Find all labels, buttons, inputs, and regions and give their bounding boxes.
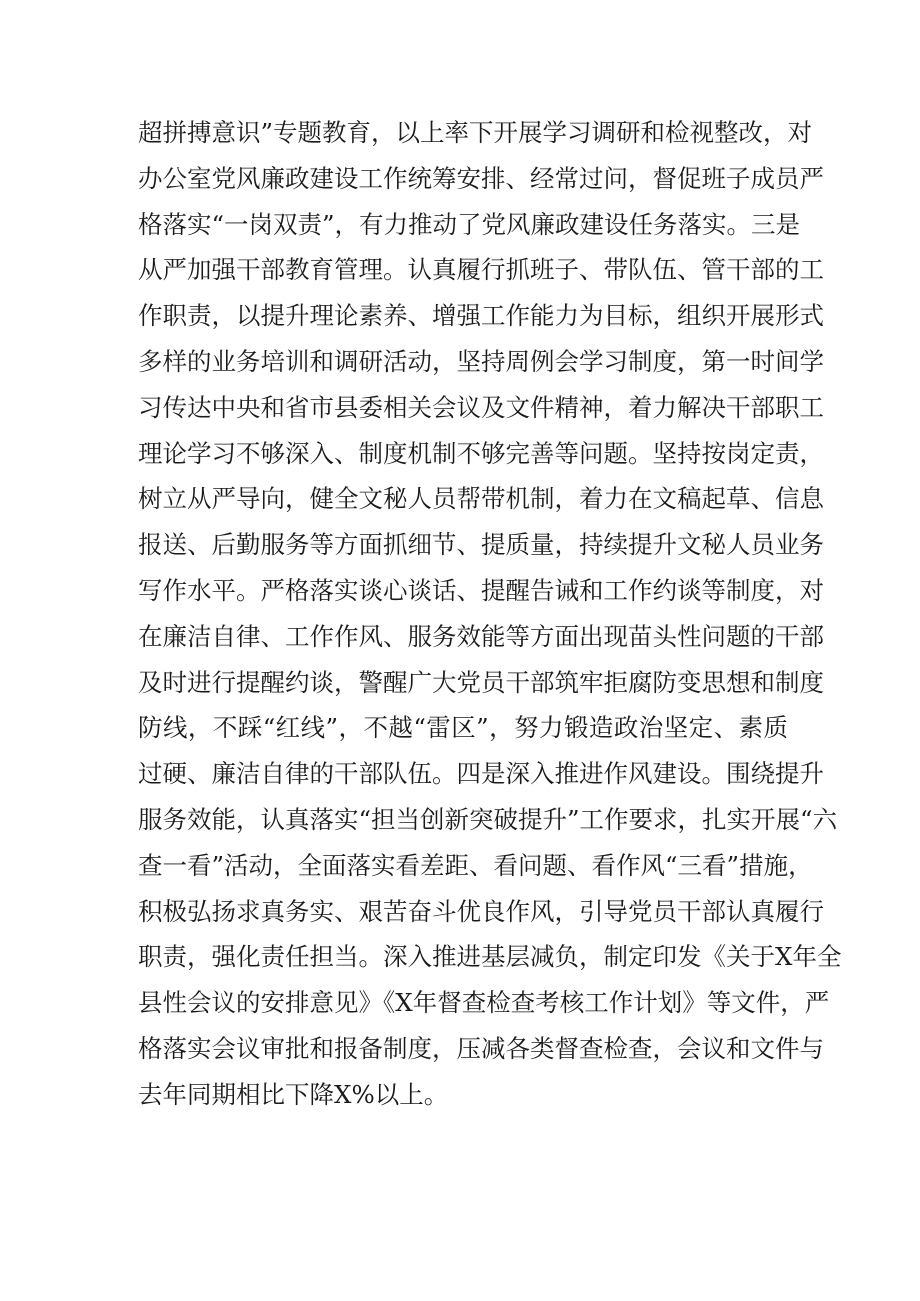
- text-line: 从严加强干部教育管理。认真履行抓班子、带队伍、管干部的工: [138, 255, 824, 285]
- text-line: 积极弘扬求真务实、艰苦奋斗优良作风，引导党员干部认真履行: [138, 896, 824, 926]
- text-line: 超拼搏意识”专题教育，以上率下开展学习调研和检视整改，对: [138, 118, 813, 147]
- text-line: 查一看”活动，全面落实看差距、看问题、看作风“三看”措施，: [138, 850, 813, 880]
- text-line: 过硬、廉洁自律的干部队伍。四是深入推进作风建设。围绕提升: [138, 759, 824, 789]
- text-line: 多样的业务培训和调研活动，坚持周例会学习制度，第一时间学: [138, 346, 824, 376]
- text-line: 及时进行提醒约谈，警醒广大党员干部筑牢拒腐防变思想和制度: [138, 667, 824, 697]
- text-line: 办公室党风廉政建设工作统筹安排、经常过问，督促班子成员严: [138, 163, 824, 193]
- text-line: 树立从严导向，健全文秘人员帮带机制，着力在文稿起草、信息: [138, 484, 824, 514]
- text-line: 职责，强化责任担当。深入推进基层减负，制定印发《关于X年全: [138, 942, 842, 972]
- text-line: 服务效能，认真落实“担当创新突破提升”工作要求，扎实开展“六: [138, 804, 838, 834]
- text-line: 格落实“一岗双责”，有力推动了党风廉政建设任务落实。三是: [138, 209, 801, 239]
- text-line: 格落实会议审批和报备制度，压减各类督查检查，会议和文件与: [138, 1033, 824, 1063]
- body-paragraph: [138, 110, 842, 1118]
- text-line: 县性会议的安排意见》《X年督查检查考核工作计划》等文件，严: [138, 988, 830, 1018]
- text-line: 在廉洁自律、工作作风、服务效能等方面出现苗头性问题的干部: [138, 621, 824, 651]
- text-line: 防线，不踩“红线”，不越“雷区”，努力锻造政治坚定、素质: [138, 713, 788, 743]
- text-line: 报送、后勤服务等方面抓细节、提质量，持续提升文秘人员业务: [138, 530, 824, 560]
- text-line: 作职责，以提升理论素养、增强工作能力为目标，组织开展形式: [138, 301, 824, 331]
- text-line: 写作水平。严格落实谈心谈话、提醒告诫和工作约谈等制度，对: [138, 575, 824, 605]
- text-line-last: 去年同期相比下降X%以上。: [138, 1079, 449, 1109]
- text-line: 习传达中央和省市县委相关会议及文件精神，着力解决干部职工: [138, 392, 824, 422]
- text-line: 理论学习不够深入、制度机制不够完善等问题。坚持按岗定责，: [138, 438, 824, 468]
